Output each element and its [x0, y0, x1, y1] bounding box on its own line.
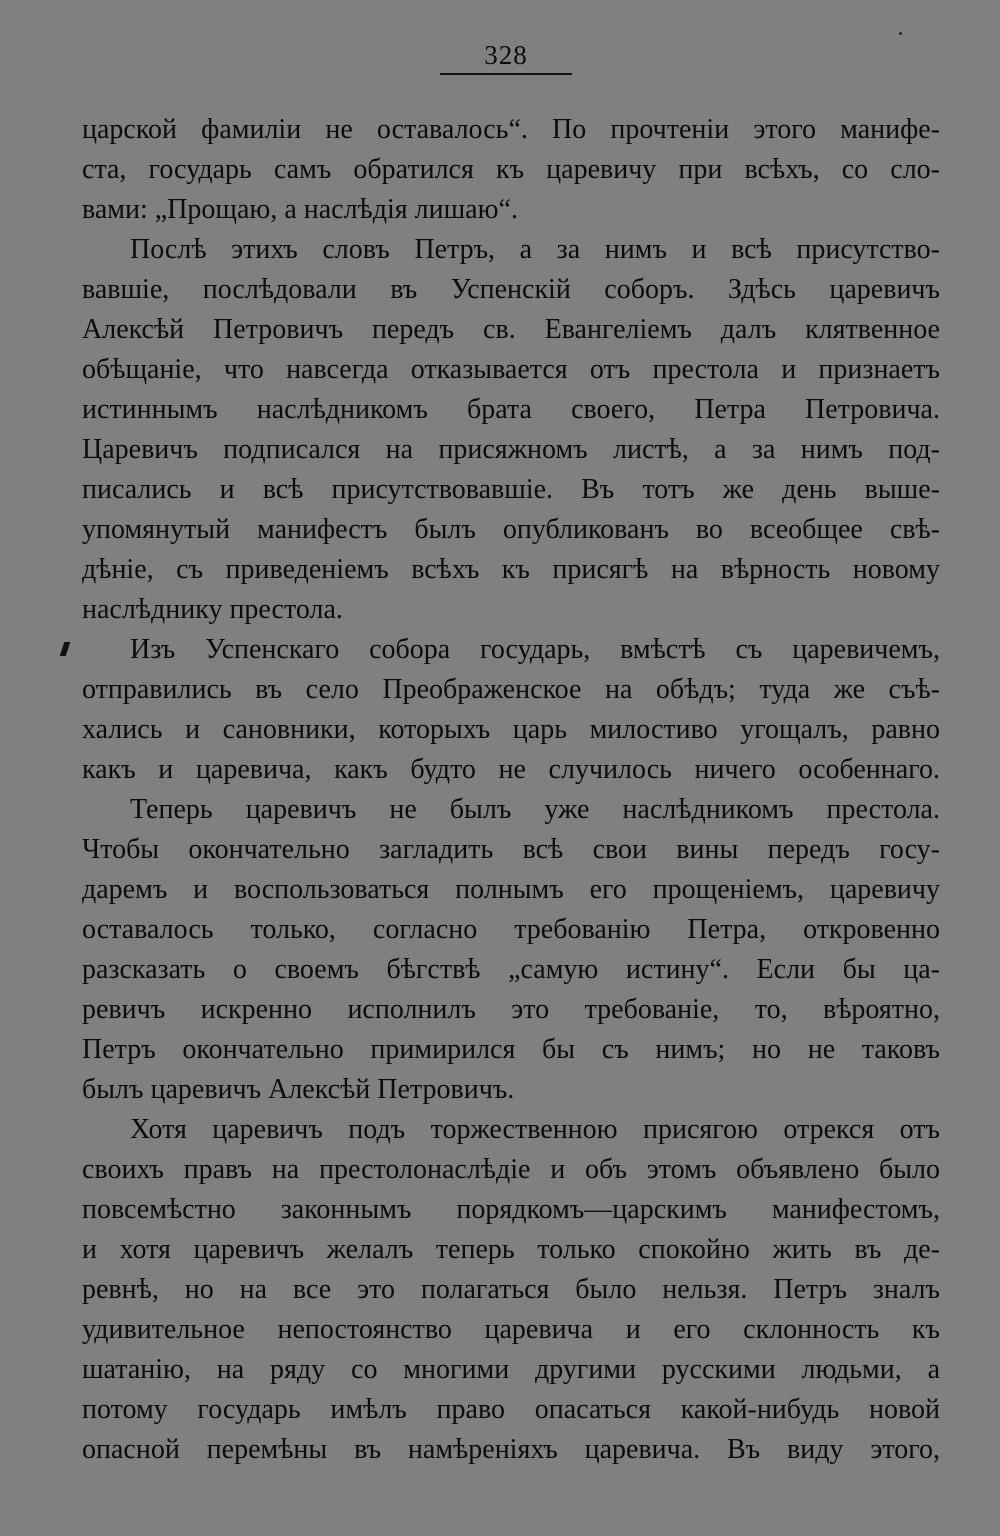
text-line: удивительное непостоянство царевича и его склонность къ	[82, 1314, 940, 1345]
text-line: потому государь имѣлъ право опасаться какой-нибудь новой	[82, 1394, 940, 1425]
text-line: Чтобы окончательно загладить всѣ свои вины передъ госу-	[82, 834, 940, 865]
page-number: 328	[440, 40, 572, 75]
text-line: былъ царевичъ Алексѣй Петровичъ.	[82, 1074, 515, 1105]
text-line: и хотя царевичъ желалъ теперь только спокойно жить въ де-	[82, 1234, 940, 1265]
speck	[899, 32, 902, 35]
text-line: Петръ окончательно примирился бы съ нимъ; но не таковъ	[82, 1034, 940, 1065]
text-line: дѣнiе, съ приведенiемъ всѣхъ къ присягѣ на вѣрность новому	[82, 554, 940, 585]
text-line: обѣщанiе, что навсегда отказывается отъ престола и признаетъ	[82, 354, 940, 385]
text-line: даремъ и воспользоваться полнымъ его прощенiемъ, царевичу	[82, 874, 940, 905]
text-line: наслѣднику престола.	[82, 594, 343, 625]
text-line: Изъ Успенскаго собора государь, вмѣстѣ съ царевичемъ,	[130, 634, 940, 665]
text-line: вавшiе, послѣдовали въ Успенскiй соборъ. Здѣсь царевичъ	[82, 274, 940, 305]
text-line: Царевичъ подписался на присяжномъ листѣ, а за нимъ под-	[82, 434, 940, 465]
text-line: вами: „Прощаю, а наслѣдiя лишаю“.	[82, 194, 518, 225]
text-line: какъ и царевича, какъ будто не случилось ничего особеннаго.	[82, 754, 940, 785]
text-line: опасной перемѣны въ намѣренiяхъ царевича. Въ виду этого,	[82, 1434, 940, 1465]
text-line: царской фамилiи не оставалось“. По прочтенiи этого манифе-	[82, 114, 940, 145]
text-line: своихъ правъ на престолонаслѣдiе и объ этомъ объявлено было	[82, 1154, 940, 1185]
text-line: отправились въ село Преображенское на обѣдъ; туда же съѣ-	[82, 674, 940, 705]
text-line: Теперь царевичъ не былъ уже наслѣдникомъ престола.	[130, 794, 940, 825]
text-line: оставалось только, согласно требованiю Петра, откровенно	[82, 914, 940, 945]
text-line: шатанiю, на ряду со многими другими русскими людьми, а	[82, 1354, 940, 1385]
text-line: ревнѣ, но на все это полагаться было нельзя. Петръ зналъ	[82, 1274, 940, 1305]
text-line: разсказать о своемъ бѣгствѣ „самую истину“. Если бы ца-	[82, 954, 940, 985]
page-text	[82, 110, 940, 1470]
text-line: Хотя царевичъ подъ торжественною присягою отрекся отъ	[130, 1114, 940, 1145]
text-line: истиннымъ наслѣдникомъ брата своего, Петра Петровича.	[82, 394, 940, 425]
text-line: повсемѣстно законнымъ порядкомъ—царскимъ манифестомъ,	[82, 1194, 940, 1225]
text-line: писались и всѣ присутствовавшiе. Въ тотъ же день выше-	[82, 474, 940, 505]
margin-mark	[60, 642, 71, 656]
text-line: хались и сановники, которыхъ царь милостиво угощалъ, равно	[82, 714, 940, 745]
text-line: Алексѣй Петровичъ передъ св. Евангелiемъ далъ клятвенное	[82, 314, 940, 345]
text-line: ревичъ искренно исполнилъ это требованiе, то, вѣроятно,	[82, 994, 940, 1025]
text-line: упомянутый манифестъ былъ опубликованъ во всеобщее свѣ-	[82, 514, 940, 545]
text-line: ста, государь самъ обратился къ царевичу при всѣхъ, со сло-	[82, 154, 940, 185]
text-line: Послѣ этихъ словъ Петръ, а за нимъ и всѣ присутство-	[130, 234, 940, 265]
